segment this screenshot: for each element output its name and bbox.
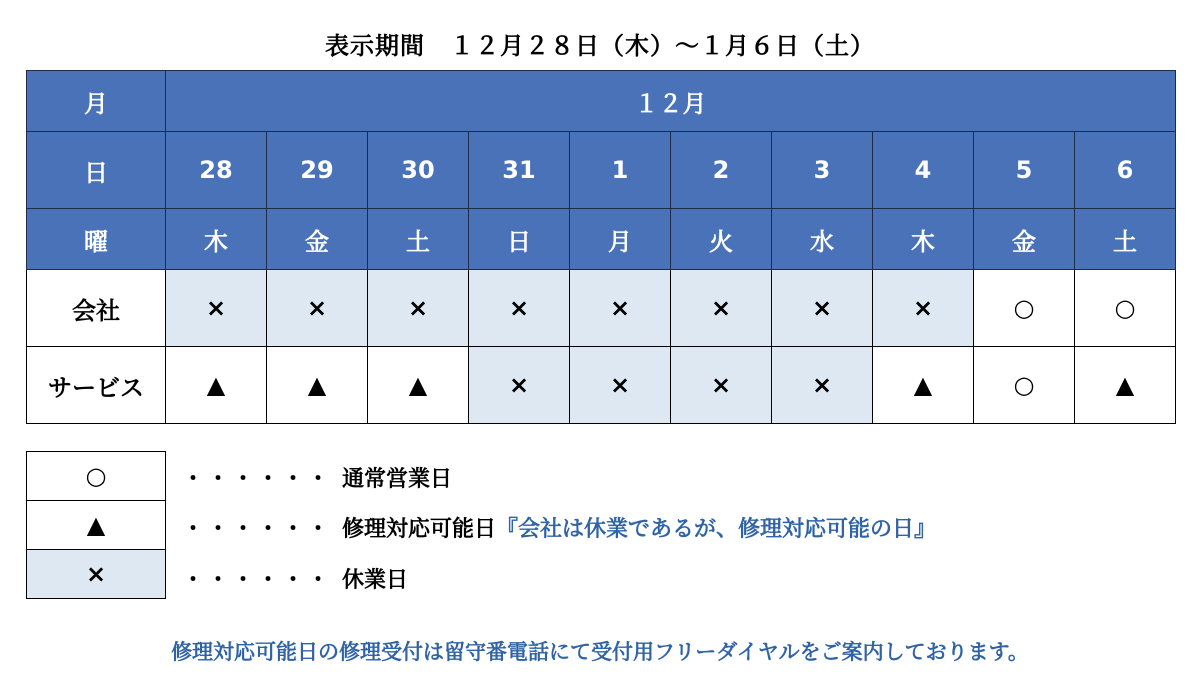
weekday-cell: 金 xyxy=(974,209,1075,270)
weekday-cell: 木 xyxy=(873,209,974,270)
weekday-cell: 月 xyxy=(570,209,671,270)
weekday-cell: 木 xyxy=(166,209,267,270)
service-status-cell: ▲ xyxy=(166,347,267,424)
row-label-service: サービス xyxy=(27,347,166,424)
service-row xyxy=(27,347,1176,424)
company-status-cell: × xyxy=(267,270,368,347)
company-status-cell: × xyxy=(772,270,873,347)
legend-symbol-open: ○ xyxy=(27,452,165,501)
month-cell: １２月 xyxy=(166,71,1176,132)
service-status-cell: × xyxy=(772,347,873,424)
legend-symbol-closed: × xyxy=(27,550,165,598)
legend-leader-dots: ・・・・・・ xyxy=(182,467,333,492)
day-cell: 1 xyxy=(570,132,671,209)
company-status-cell: × xyxy=(166,270,267,347)
weekday-cell: 土 xyxy=(368,209,469,270)
legend-entry-closed xyxy=(182,563,408,594)
day-cell: 29 xyxy=(267,132,368,209)
day-cell: 6 xyxy=(1075,132,1176,209)
legend-label: 通常営業日 xyxy=(342,467,453,492)
day-cell: 28 xyxy=(166,132,267,209)
legend-label: 修理対応可能日 xyxy=(342,517,497,542)
legend-entry-open xyxy=(182,462,452,493)
day-cell: 2 xyxy=(671,132,772,209)
service-status-cell: × xyxy=(570,347,671,424)
legend-leader-dots: ・・・・・・ xyxy=(182,517,333,542)
day-cell: 30 xyxy=(368,132,469,209)
day-cell: 31 xyxy=(469,132,570,209)
company-status-cell: × xyxy=(570,270,671,347)
footer-note: 修理対応可能日の修理受付は留守番電話にて受付用フリーダイヤルをご案内しております。 xyxy=(171,640,1029,664)
weekday-cell: 日 xyxy=(469,209,570,270)
weekday-cell: 土 xyxy=(1075,209,1176,270)
day-row xyxy=(27,132,1176,209)
legend-note: 『会社は休業であるが、修理対応可能の日』 xyxy=(496,517,937,542)
company-status-cell: × xyxy=(873,270,974,347)
legend-entry-repair xyxy=(182,512,936,543)
service-status-cell: × xyxy=(671,347,772,424)
row-label-day: 日 xyxy=(27,132,166,209)
day-cell: 4 xyxy=(873,132,974,209)
page-title: 表示期間 １２月２８日（木）～１月６日（土） xyxy=(325,32,875,60)
service-status-cell: ▲ xyxy=(1075,347,1176,424)
service-status-cell: ▲ xyxy=(368,347,469,424)
weekday-cell: 火 xyxy=(671,209,772,270)
company-status-cell: × xyxy=(671,270,772,347)
weekday-cell: 金 xyxy=(267,209,368,270)
legend-symbol-repair: ▲ xyxy=(27,501,165,550)
day-cell: 5 xyxy=(974,132,1075,209)
row-label-company: 会社 xyxy=(27,270,166,347)
weekday-cell: 水 xyxy=(772,209,873,270)
weekday-row xyxy=(27,209,1176,270)
row-label-weekday: 曜 xyxy=(27,209,166,270)
legend-leader-dots: ・・・・・・ xyxy=(182,568,333,593)
service-status-cell: ○ xyxy=(974,347,1075,424)
month-row xyxy=(27,71,1176,132)
company-status-cell: ○ xyxy=(974,270,1075,347)
row-label-month: 月 xyxy=(27,71,166,132)
service-status-cell: ▲ xyxy=(267,347,368,424)
company-row xyxy=(27,270,1176,347)
company-status-cell: × xyxy=(368,270,469,347)
company-status-cell: × xyxy=(469,270,570,347)
service-status-cell: × xyxy=(469,347,570,424)
day-cell: 3 xyxy=(772,132,873,209)
legend-symbols xyxy=(26,451,166,599)
schedule-table xyxy=(26,70,1176,424)
company-status-cell: ○ xyxy=(1075,270,1176,347)
legend-label: 休業日 xyxy=(342,568,409,593)
service-status-cell: ▲ xyxy=(873,347,974,424)
